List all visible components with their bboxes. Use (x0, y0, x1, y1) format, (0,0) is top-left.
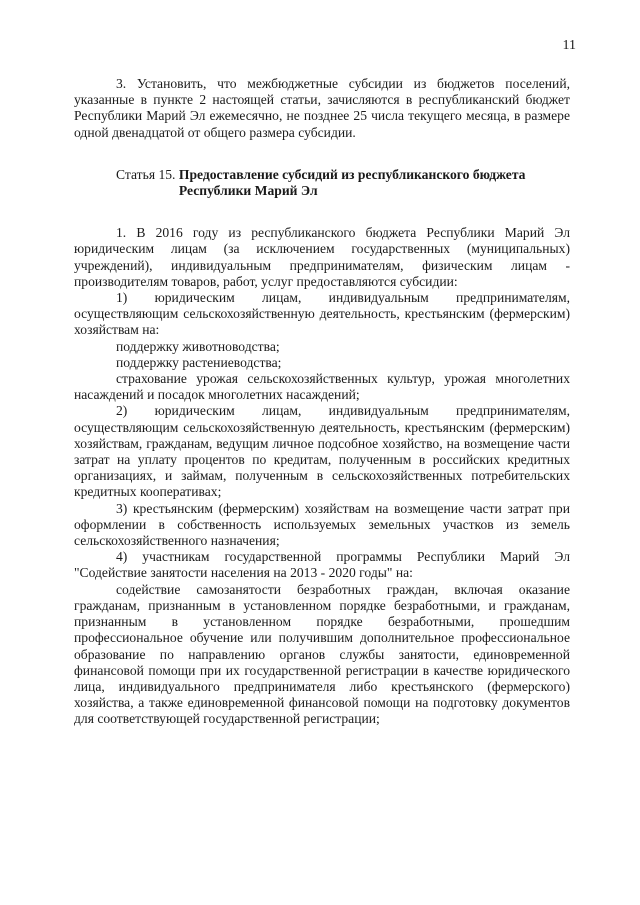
article-heading (74, 167, 570, 199)
item-1: 1) юридическим лицам, индивидуальным предпринимателям, осуществляющим сельскохозяйственную деятельность, крестьянским (фермерским) хозяйствам на: (74, 290, 570, 338)
item-1-sub-2: поддержку растениеводства; (116, 354, 282, 370)
item-4: 4) участникам государственной программы Республики Марий Эл "Содействие занятости населения на 2013 - 2020 годы" на: (74, 549, 570, 581)
item-3: 3) крестьянским (фермерским) хозяйствам на возмещение части затрат при оформлении в собственность используемых земельных участков из земель сельскохозяйственного назначения; (74, 500, 570, 549)
article-title-line1: Предоставление субсидий из республиканского бюджета (178, 166, 526, 182)
article-title-line2: Республики Марий Эл (178, 183, 318, 199)
article-title (179, 167, 526, 199)
item-1-sub-3: страхование урожая сельскохозяйственных культур, урожая многолетних насаждений и посадок многолетних насаждений; (74, 371, 570, 403)
item-2: 2) юридическим лицам, индивидуальным предпринимателям, осуществляющим сельскохозяйственную деятельность, крестьянским (фермерским) хозяйствам, гражданам, ведущим личное подсобное хозяйство, на возмещение части затрат на уплату процентов по кредитам, полученным в российских кредитных организациях, и займам, полученным в сельскохозяйственных потребительских кредитных кооперативах; (74, 403, 570, 500)
item-1-sub-1: поддержку животноводства; (116, 338, 280, 354)
paragraph-subsidies-transfer: 3. Установить, что межбюджетные субсидии из бюджетов поселений, указанные в пункте 2 настоящей статьи, зачисляются в республиканский бюджет Республики Марий Эл ежемесячно, не позднее 25 числа текущего месяца, в размере одной двенадцатой от общего размера субсидии. (74, 76, 570, 140)
item-4-sub-1: содействие самозанятости безработных граждан, включая оказание гражданам, признанным в установленном порядке безработными, и гражданам, признанным в установленном порядке безработными, прошедшим профессиональное обучение или получившим дополнительное профессиональное образование по направлению органов службы занятости, единовременной финансовой помощи при их государственной регистрации в качестве юридического лица, индивидуального предпринимателя либо крестьянского (фермерского) хозяйства, а также единовременной финансовой помощи на подготовку документов для соответствующей государственной регистрации; (74, 581, 570, 727)
paragraph-1: 1. В 2016 году из республиканского бюджета Республики Марий Эл юридическим лицам (за исключением государственных (муниципальных) учреждений), индивидуальным предпринимателям, физическим лицам - производителям товаров, работ, услуг предоставляются субсидии: (74, 225, 570, 289)
document-body (74, 76, 570, 728)
page-number: 11 (562, 38, 576, 53)
article-label: Статья 15. (116, 166, 176, 182)
